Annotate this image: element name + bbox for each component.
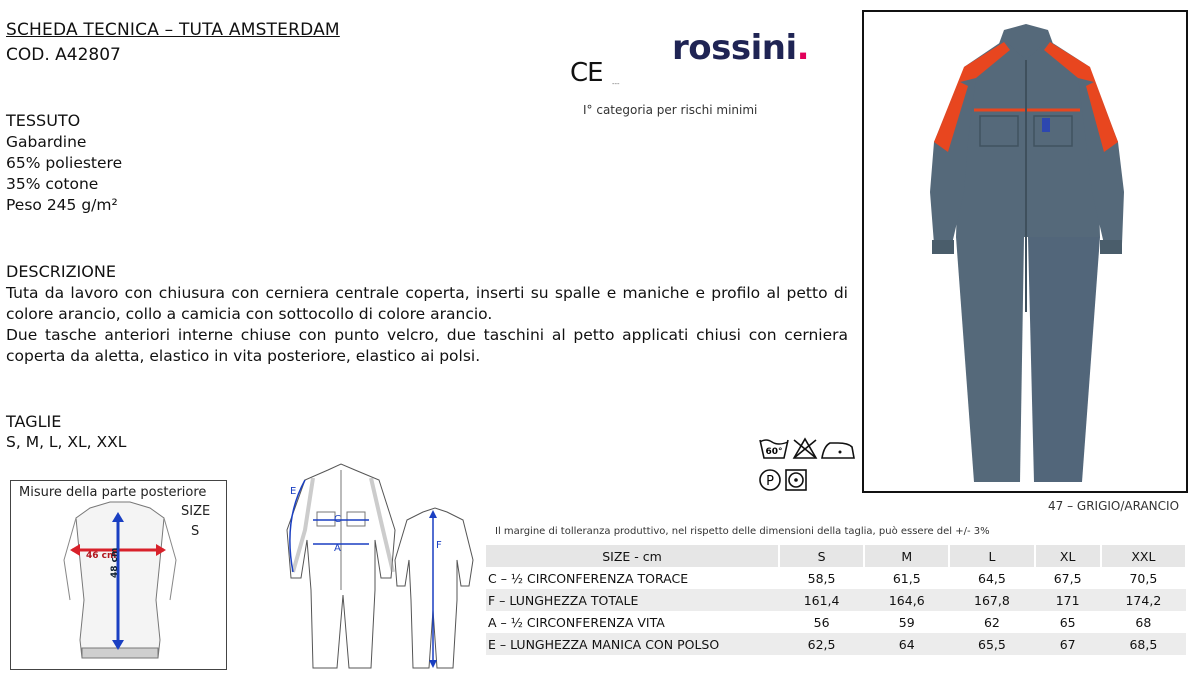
diagram-label-e: E bbox=[290, 486, 297, 497]
tumble-dry-icon bbox=[786, 470, 806, 490]
diagram-label-c: C bbox=[334, 514, 341, 525]
table-cell: 164,6 bbox=[864, 589, 949, 611]
table-header-cell: S bbox=[779, 545, 864, 567]
table-row bbox=[486, 567, 1186, 589]
table-cell: 171 bbox=[1035, 589, 1101, 611]
table-cell: E – LUNGHEZZA MANICA CON POLSO bbox=[486, 633, 779, 655]
coverall-illustration bbox=[864, 12, 1186, 491]
product-code: COD. A42807 bbox=[6, 45, 121, 65]
table-header-cell: XXL bbox=[1101, 545, 1186, 567]
table-header-cell: SIZE - cm bbox=[486, 545, 779, 567]
table-cell: 174,2 bbox=[1101, 589, 1186, 611]
table-cell: 56 bbox=[813, 614, 830, 630]
product-photo bbox=[862, 10, 1188, 493]
size-table bbox=[486, 545, 1187, 655]
description-paragraph: Tuta da lavoro con chiusura con cerniera centrale coperta, inserti su spalle e maniche e profilo al petto di colore arancio, collo a camicia con sottocollo di colore arancio. bbox=[6, 284, 848, 323]
table-cell: F – LUNGHEZZA TOTALE bbox=[486, 589, 779, 611]
diagram-label-a: A bbox=[334, 543, 341, 554]
description-heading: DESCRIZIONE bbox=[6, 262, 116, 281]
table-cell: 70,5 bbox=[1129, 570, 1158, 586]
table-cell: 59 bbox=[898, 614, 915, 630]
description-paragraph: Due tasche anteriori interne chiuse con punto velcro, due taschini al petto applicati chiusi con cerniera coperta da aletta, elastico in vita posteriore, elastico ai polsi. bbox=[6, 326, 848, 365]
sizes-list: S, M, L, XL, XXL bbox=[6, 433, 127, 451]
back-garment-illustration bbox=[60, 500, 180, 670]
color-label: 47 – GRIGIO/ARANCIO bbox=[1048, 499, 1180, 513]
description-text bbox=[6, 283, 848, 367]
care-icons bbox=[758, 436, 858, 496]
table-header-row bbox=[486, 545, 1186, 567]
svg-text:60°: 60° bbox=[765, 447, 783, 457]
fabric-line: 65% poliestere bbox=[6, 154, 123, 172]
table-cell: 68 bbox=[1135, 614, 1152, 630]
height-measure-label: 48 cm bbox=[110, 547, 120, 578]
table-cell: 58,5 bbox=[807, 570, 836, 586]
fabric-line: Peso 245 g/m² bbox=[6, 196, 118, 214]
table-header-cell: XL bbox=[1035, 545, 1101, 567]
svg-text:P: P bbox=[766, 474, 774, 489]
table-cell: 161,4 bbox=[779, 589, 864, 611]
ce-category: I° categoria per rischi minimi bbox=[583, 103, 758, 117]
sizes-heading: TAGLIE bbox=[6, 412, 62, 431]
table-cell: 61,5 bbox=[892, 570, 921, 586]
diagram-label-f: F bbox=[436, 540, 442, 551]
table-cell: 62 bbox=[983, 614, 1000, 630]
table-cell: A – ½ CIRCONFERENZA VITA bbox=[488, 614, 665, 630]
iron-low-icon bbox=[822, 443, 854, 458]
table-row bbox=[486, 633, 1186, 655]
table-cell: 65,5 bbox=[949, 633, 1034, 655]
table-header-cell: M bbox=[864, 545, 949, 567]
table-row bbox=[486, 589, 1186, 611]
technical-diagram bbox=[283, 460, 483, 675]
table-cell: 62,5 bbox=[779, 633, 864, 655]
table-row bbox=[486, 611, 1186, 633]
size-value: S bbox=[191, 524, 200, 539]
brand-logo: rossini. bbox=[672, 28, 810, 68]
fabric-line: 35% cotone bbox=[6, 175, 99, 193]
ce-mark: CE bbox=[570, 58, 603, 88]
table-cell: 67 bbox=[1035, 633, 1101, 655]
table-header-cell: L bbox=[949, 545, 1034, 567]
fabric-line: Gabardine bbox=[6, 133, 87, 151]
dry-clean-p-icon bbox=[760, 470, 780, 490]
width-measure-label: 46 cm bbox=[86, 551, 117, 561]
table-cell: 67,5 bbox=[1053, 570, 1082, 586]
page-title: SCHEDA TECNICA – TUTA AMSTERDAM bbox=[6, 20, 340, 40]
table-cell: 65 bbox=[1059, 614, 1076, 630]
table-cell: C – ½ CIRCONFERENZA TORACE bbox=[488, 570, 689, 586]
table-cell: 64,5 bbox=[978, 570, 1006, 586]
table-cell: 64 bbox=[864, 633, 949, 655]
table-cell: 167,8 bbox=[949, 589, 1034, 611]
fabric-heading: TESSUTO bbox=[6, 111, 81, 130]
wash-60-icon bbox=[760, 440, 788, 458]
tolerance-note: Il margine di tolleranza produttivo, nel rispetto delle dimensioni della taglia, può essere del +/- 3% bbox=[495, 526, 990, 537]
no-bleach-icon bbox=[794, 439, 816, 458]
back-measurement-title: Misure della parte posteriore bbox=[19, 485, 207, 500]
table-cell: 68,5 bbox=[1101, 633, 1186, 655]
size-label: SIZE bbox=[181, 504, 211, 519]
ce-mark-suffix: --- bbox=[612, 80, 620, 88]
